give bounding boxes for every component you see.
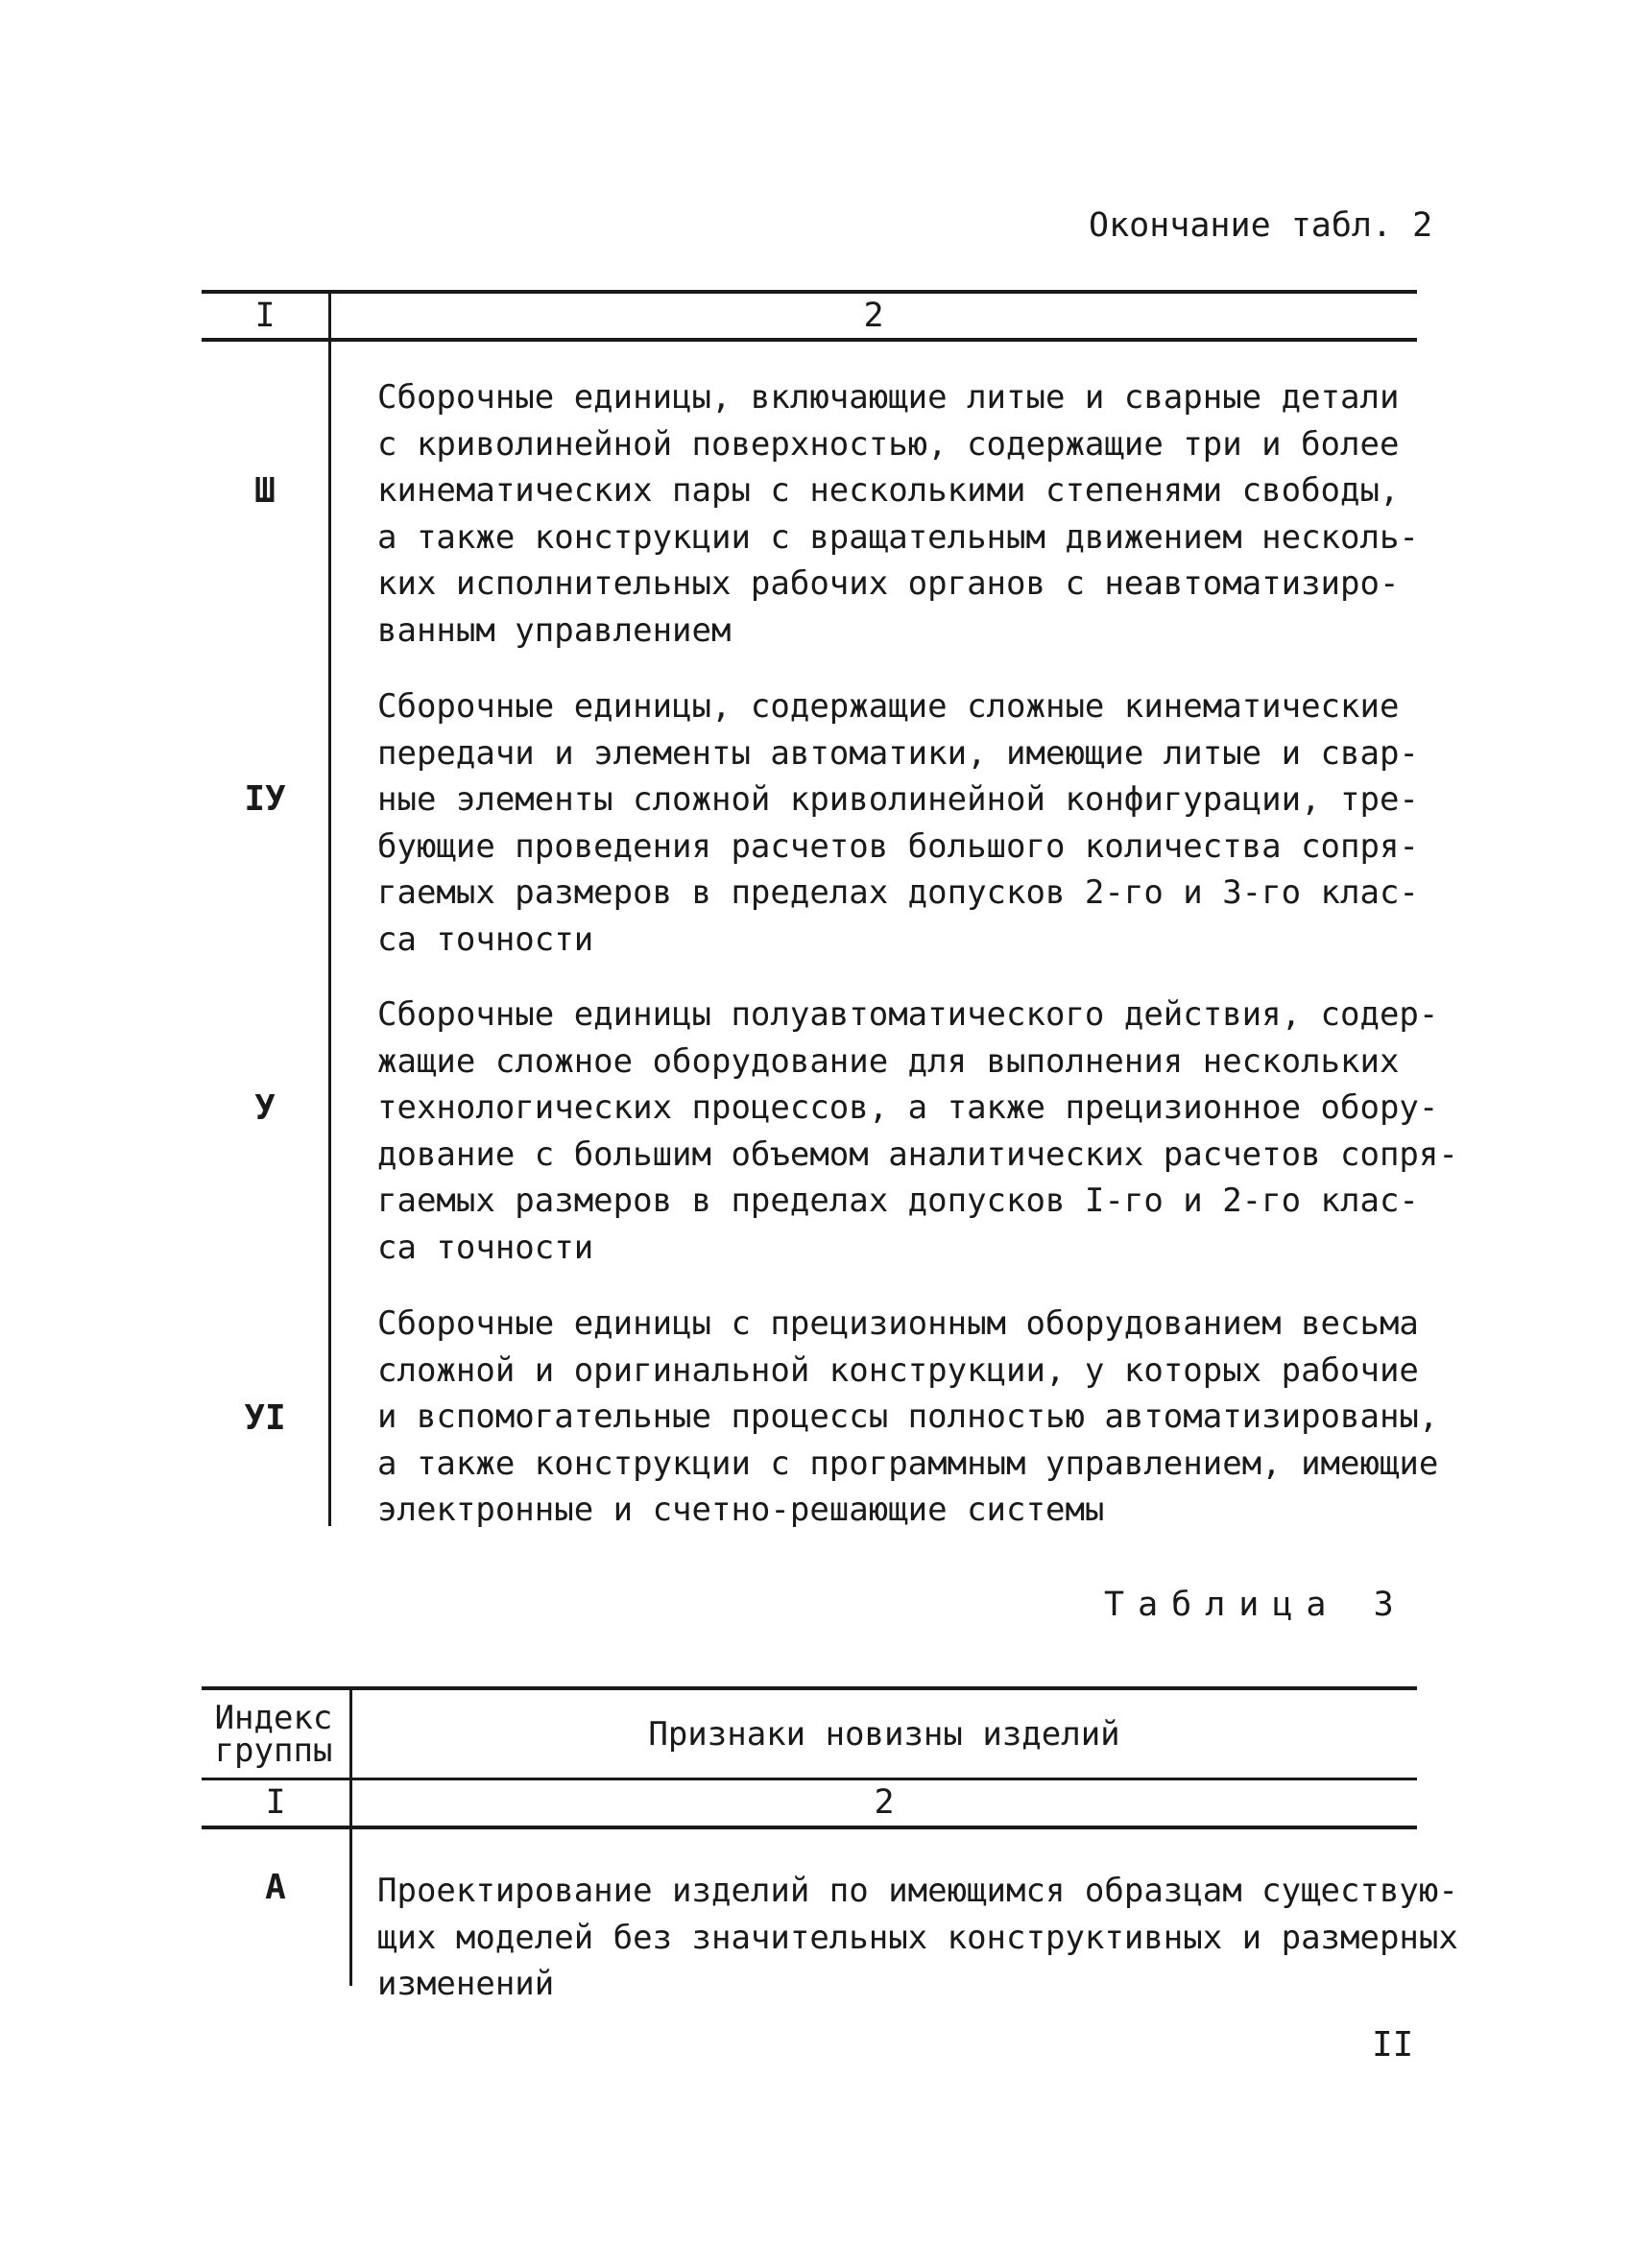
text-line: кинематических пары с несколькими степенями свободы, bbox=[377, 471, 1400, 510]
page-number: II bbox=[1372, 2025, 1414, 2065]
text-line: Сборочные единицы, включающие литые и сварные детали bbox=[377, 378, 1400, 417]
header-line: группы bbox=[214, 1731, 333, 1770]
table2-row-index: УI bbox=[244, 1398, 286, 1438]
text-line: дование с большим объемом аналитических расчетов сопря- bbox=[377, 1134, 1458, 1174]
table2-column-divider bbox=[328, 292, 331, 1526]
text-line: ких исполнительных рабочих органов с неавтоматизиро- bbox=[377, 564, 1400, 603]
table3-row-index: А bbox=[265, 1868, 286, 1907]
table2-col1-number: I bbox=[254, 297, 276, 335]
text-line: жащие сложное оборудование для выполнения нескольких bbox=[377, 1041, 1400, 1081]
text-line: Сборочные единицы, содержащие сложные кинематические bbox=[377, 687, 1400, 726]
table3-title: Таблица 3 bbox=[1104, 1586, 1407, 1624]
table2-caption: Окончание табл. 2 bbox=[1089, 206, 1433, 245]
text-line: ванным управлением bbox=[377, 610, 732, 650]
text-line: и вспомогательные процессы полностью автоматизированы, bbox=[377, 1397, 1439, 1436]
table2-row-index: У bbox=[254, 1088, 276, 1128]
text-line: изменений bbox=[377, 1965, 555, 2003]
text-line: сложной и оригинальной конструкции, у которых рабочие bbox=[377, 1350, 1419, 1390]
table2-row-index: Ш bbox=[254, 471, 276, 511]
text-line: технологических процессов, а также прецизионное обору- bbox=[377, 1088, 1439, 1127]
table3-col2-number: 2 bbox=[874, 1783, 895, 1822]
text-line: гаемых размеров в пределах допусков 2-го и 3-го клас- bbox=[377, 873, 1419, 912]
table2-row-description bbox=[377, 683, 1453, 963]
table2-row-description bbox=[377, 991, 1458, 1271]
table2-row-description bbox=[377, 1301, 1453, 1534]
table3-header-rule bbox=[202, 1778, 1417, 1780]
text-line: с криволинейной поверхностью, содержащие три и более bbox=[377, 424, 1400, 464]
table2-top-rule bbox=[202, 290, 1417, 294]
table3-column-divider bbox=[349, 1688, 352, 1986]
text-line: щих моделей без значительных конструктивных и размерных bbox=[377, 1918, 1458, 1957]
table3-col1-number: I bbox=[265, 1783, 286, 1822]
header-line: Индекс bbox=[214, 1699, 333, 1737]
text-line: бующие проведения расчетов большого количества сопря- bbox=[377, 826, 1419, 866]
table3-number-rule bbox=[202, 1826, 1417, 1829]
text-line: са точности bbox=[377, 1228, 594, 1267]
table2-row-index: IУ bbox=[244, 779, 286, 819]
text-line: Сборочные единицы с прецизионным оборудованием весьма bbox=[377, 1304, 1419, 1343]
text-line: ные элементы сложной криволинейной конфигурации, тре- bbox=[377, 780, 1419, 819]
table3-header-features: Признаки новизны изделий bbox=[648, 1715, 1120, 1754]
table2-col2-number: 2 bbox=[863, 297, 884, 335]
table3-row-description bbox=[377, 1868, 1458, 2008]
text-line: а также конструкции с вращательным движением несколь- bbox=[377, 517, 1419, 557]
table2-header-rule bbox=[202, 338, 1417, 342]
text-line: а также конструкции с программным управлением, имеющие bbox=[377, 1444, 1439, 1483]
text-line: гаемых размеров в пределах допусков I-го и 2-го клас- bbox=[377, 1182, 1419, 1220]
text-line: Проектирование изделий по имеющимся образцам существую- bbox=[377, 1872, 1458, 1910]
text-line: передачи и элементы автоматики, имеющие литые и свар- bbox=[377, 733, 1419, 773]
table2-row-description bbox=[377, 374, 1453, 654]
text-line: Сборочные единицы полуавтоматического действия, содер- bbox=[377, 995, 1439, 1034]
text-line: са точности bbox=[377, 919, 594, 959]
text-line: электронные и счетно-решающие системы bbox=[377, 1491, 1105, 1529]
table3-top-rule bbox=[202, 1686, 1417, 1690]
table3-header-index bbox=[197, 1699, 350, 1770]
